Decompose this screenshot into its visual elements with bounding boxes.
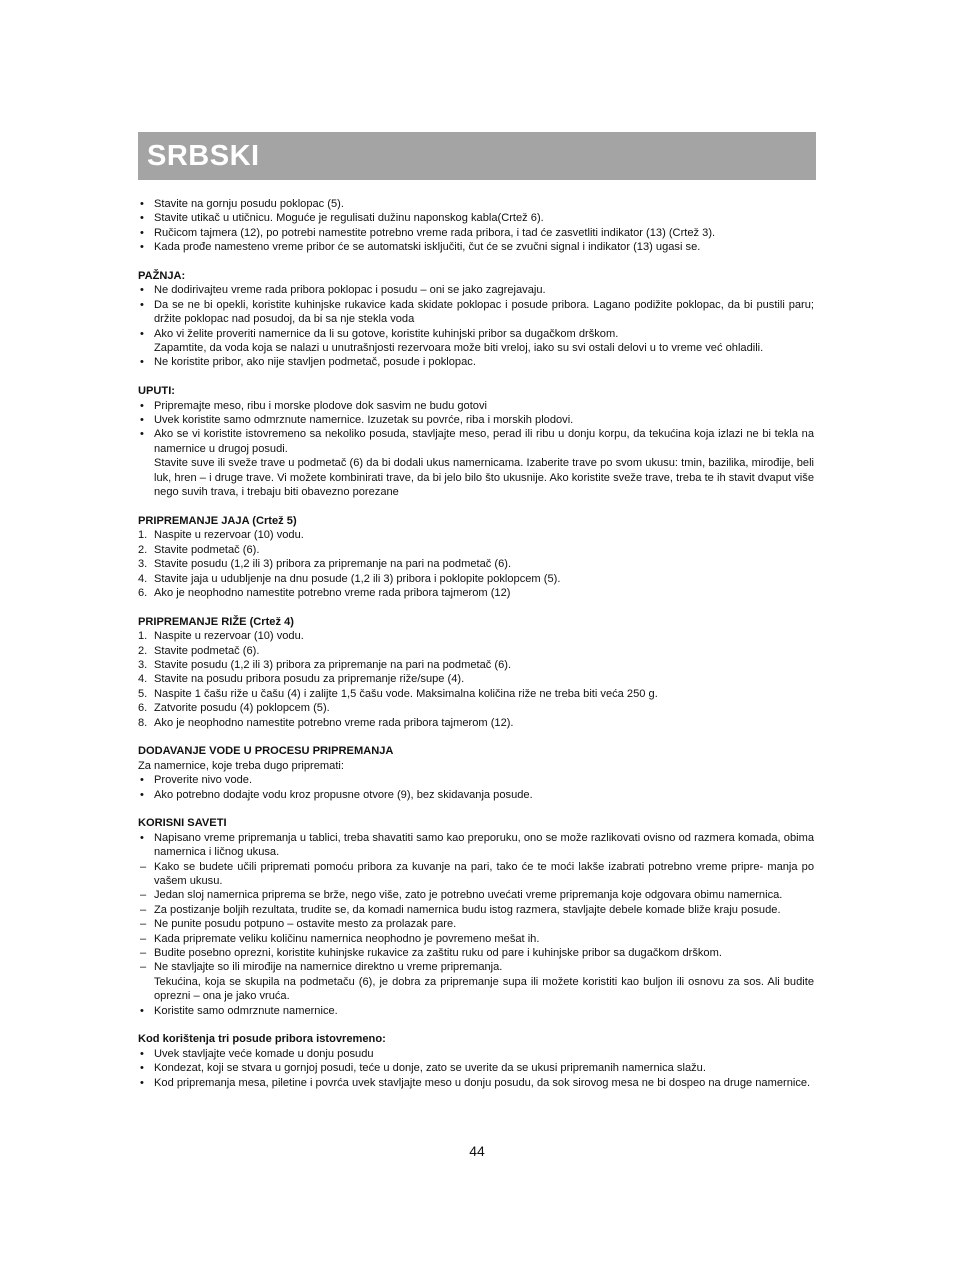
list-item: 2. Stavite podmetač (6). bbox=[138, 543, 260, 556]
page-content bbox=[138, 197, 814, 1104]
list-item: – Kada pripremate veliku količinu namernica neophodno je povremeno mešat ih. bbox=[140, 932, 540, 945]
section-intro: Za namernice, koje treba dugo pripremati: bbox=[138, 759, 344, 772]
list-item: – Ne stavljajte so ili mirođije na namernice direktno u vreme pripremanja. bbox=[140, 961, 503, 974]
language-header-bar bbox=[138, 132, 816, 180]
list-item: • Stavite na gornju posudu poklopac (5). bbox=[140, 198, 344, 210]
section-heading: PAŽNJA: bbox=[138, 270, 186, 283]
note-text: Tekućina, koja se skupila na podmetaču (6), je dobra za pripremanje supa ili možete koristiti kao buljon ili osnovu za sos. Ali budite oprezni – ona je jako vruća. bbox=[154, 975, 814, 1003]
section-heading: Kod korištenja tri posude pribora istovremeno: bbox=[138, 1033, 386, 1046]
section-heading: DODAVANJE VODE U PROCESU PRIPREMANJA bbox=[138, 745, 394, 758]
list-item: 8. Ako je neophodno namestite potrebno vreme rada pribora tajmerom (12). bbox=[138, 716, 514, 729]
list-item: • Ako se vi koristite istovremeno sa nekoliko posuda, stavljajte meso, perad ili ribu u donju korpu, da tekućina koja izlazi ne bi tekla na namernice u drugoj posudi. bbox=[140, 428, 814, 455]
page-title: SRBSKI bbox=[147, 140, 260, 172]
list-item: • Napisano vreme pripremanja u tablici, treba shavatiti samo kao preporuku, ono se može razlikovati ovisno od razmera komada, obima namernica i ličnog ukusa. bbox=[140, 831, 814, 859]
list-item: 3. Stavite posudu (1,2 ili 3) pribora za pripremanje na pari na podmetač (6). bbox=[138, 558, 512, 571]
caution-section bbox=[138, 269, 814, 370]
eggs-section bbox=[138, 514, 814, 600]
page-number: 44 bbox=[469, 1143, 485, 1159]
list-item: • Ako potrebno dodajte vodu kroz propusne otvore (9), bez skidavanja posude. bbox=[140, 788, 533, 801]
list-item: • Da se ne bi opekli, koristite kuhinjske rukavice kada skidate poklopac i posude pribora. Lagano podižite poklopac, da bi pustili paru; držite poklopac nad posudoj, da bi sa nje stekla voda bbox=[140, 298, 814, 326]
intro-section bbox=[138, 197, 814, 255]
instructions-section bbox=[138, 384, 814, 499]
list-item: – Kako se budete učili pripremati pomoću pribora za kuvanje na pari, tako će te moći lakše izabrati potrebno vreme pripre- manja po vašem ukusu. bbox=[140, 860, 814, 887]
list-item: • Koristite samo odmrznute namernice. bbox=[140, 1004, 338, 1017]
list-item: • Ne koristite pribor, ako nije stavljen podmetač, posude i poklopac. bbox=[140, 356, 476, 369]
list-item: – Budite posebno oprezni, koristite kuhinjske rukavice za zaštitu ruku od pare i kuhinjske pribor sa dugačkom drškom. bbox=[140, 947, 722, 960]
list-item: • Uvek koristite samo odmrznute namernice. Izuzetak su povrće, riba i morskih plodovi. bbox=[140, 414, 574, 427]
list-item: • Uvek stavljajte veće komade u donju posudu bbox=[140, 1047, 374, 1060]
section-heading: PRIPREMANJE RIŽE (Crtež 4) bbox=[138, 615, 294, 628]
list-item: • Ne dodirivajteu vreme rada pribora poklopac i posudu – oni se jako zagrejavaju. bbox=[140, 284, 546, 297]
list-item: • Ako vi želite proveriti namernice da li su gotove, koristite kuhinjski pribor sa dugačkom drškom. bbox=[140, 327, 619, 340]
note-text: Stavite suve ili sveže trave u podmetač (6) da bi dodali ukus namernicama. Izaberite trave po svom ukusu: tmin, bazilika, mirođije, beli luk, hren – i druge trave. Vi možete kombinirati trave, da bi jelo bilo što ukusnije. Ako koristite sveže trave, treba te ih stavit dvaput više nego suvih trava, i trebaju biti obavezno porezane bbox=[154, 457, 814, 499]
list-item: • Kod pripremanja mesa, piletine i povrća uvek stavljajte meso u donju posudu, da sok sirovog mesa ne bi dospeo na druge namernice. bbox=[140, 1076, 811, 1089]
three-containers-section bbox=[138, 1032, 814, 1090]
section-heading: KORISNI SAVETI bbox=[138, 817, 227, 830]
list-item: – Za postizanje boljih rezultata, trudite se, da komadi namernica budu istog razmera, stavljajte debele komade bliže kraju posude. bbox=[140, 903, 781, 916]
list-item: – Ne punite posudu potpuno – ostavite mesto za prolazak pare. bbox=[140, 918, 457, 931]
list-item: 5. Naspite 1 čašu riže u čašu (4) i zalijte 1,5 čašu vode. Maksimalna količina riže ne treba biti veća 250 g. bbox=[138, 687, 658, 700]
section-heading: PRIPREMANJE JAJA (Crtež 5) bbox=[138, 514, 297, 527]
water-section bbox=[138, 744, 814, 802]
list-item: – Jedan sloj namernica priprema se brže, nego više, zato je potrebno uvećati vreme pripremanja koje odgovara obimu namernica. bbox=[140, 889, 783, 902]
list-item: 3. Stavite posudu (1,2 ili 3) pribora za pripremanje na pari na podmetač (6). bbox=[138, 658, 512, 671]
list-item: 6. Zatvorite posudu (4) poklopcem (5). bbox=[138, 702, 330, 715]
list-item: • Pripremajte meso, ribu i morske plodove dok sasvim ne budu gotovi bbox=[140, 399, 487, 412]
rice-section bbox=[138, 615, 814, 730]
list-item: 6. Ako je neophodno namestite potrebno vreme rada pribora tajmerom (12) bbox=[138, 586, 511, 599]
list-item: 1. Naspite u rezervoar (10) vodu. bbox=[138, 630, 304, 643]
section-heading: UPUTI: bbox=[138, 385, 175, 398]
list-item: 4. Stavite jaja u udubljenje na dnu posude (1,2 ili 3) pribora i poklopite poklopcem (5). bbox=[138, 572, 561, 585]
list-item: • Kada prođe namesteno vreme pribor će se automatski isključiti, čut će se zvučni signal i indikator (13) ugasi se. bbox=[140, 241, 701, 254]
list-item: 2. Stavite podmetač (6). bbox=[138, 644, 260, 657]
list-item: • Kondezat, koji se stvara u gornjoj posudi, teće u donje, zato se uverite da se ukusi pripremanih namernica slažu. bbox=[140, 1062, 706, 1075]
list-item: • Proverite nivo vode. bbox=[140, 774, 253, 787]
list-item: 4. Stavite na posudu pribora posudu za pripremanje riže/supe (4). bbox=[138, 673, 465, 686]
tips-section bbox=[138, 816, 814, 1018]
list-item: 1. Naspite u rezervoar (10) vodu. bbox=[138, 529, 304, 542]
list-item: • Ručicom tajmera (12), po potrebi namestite potrebno vreme rada pribora, i tad će zasvetliti indikator (13) (Crtež 3). bbox=[140, 226, 716, 239]
note-text: Zapamtite, da voda koja se nalazi u unutrašnjosti rezervoara može biti vreloj, iako su svi ostali delovi u to vreme već ohladili. bbox=[154, 342, 764, 355]
list-item: • Stavite utikač u utičnicu. Moguće je regulisati dužinu naponskog kabla(Crtež 6). bbox=[140, 212, 544, 225]
